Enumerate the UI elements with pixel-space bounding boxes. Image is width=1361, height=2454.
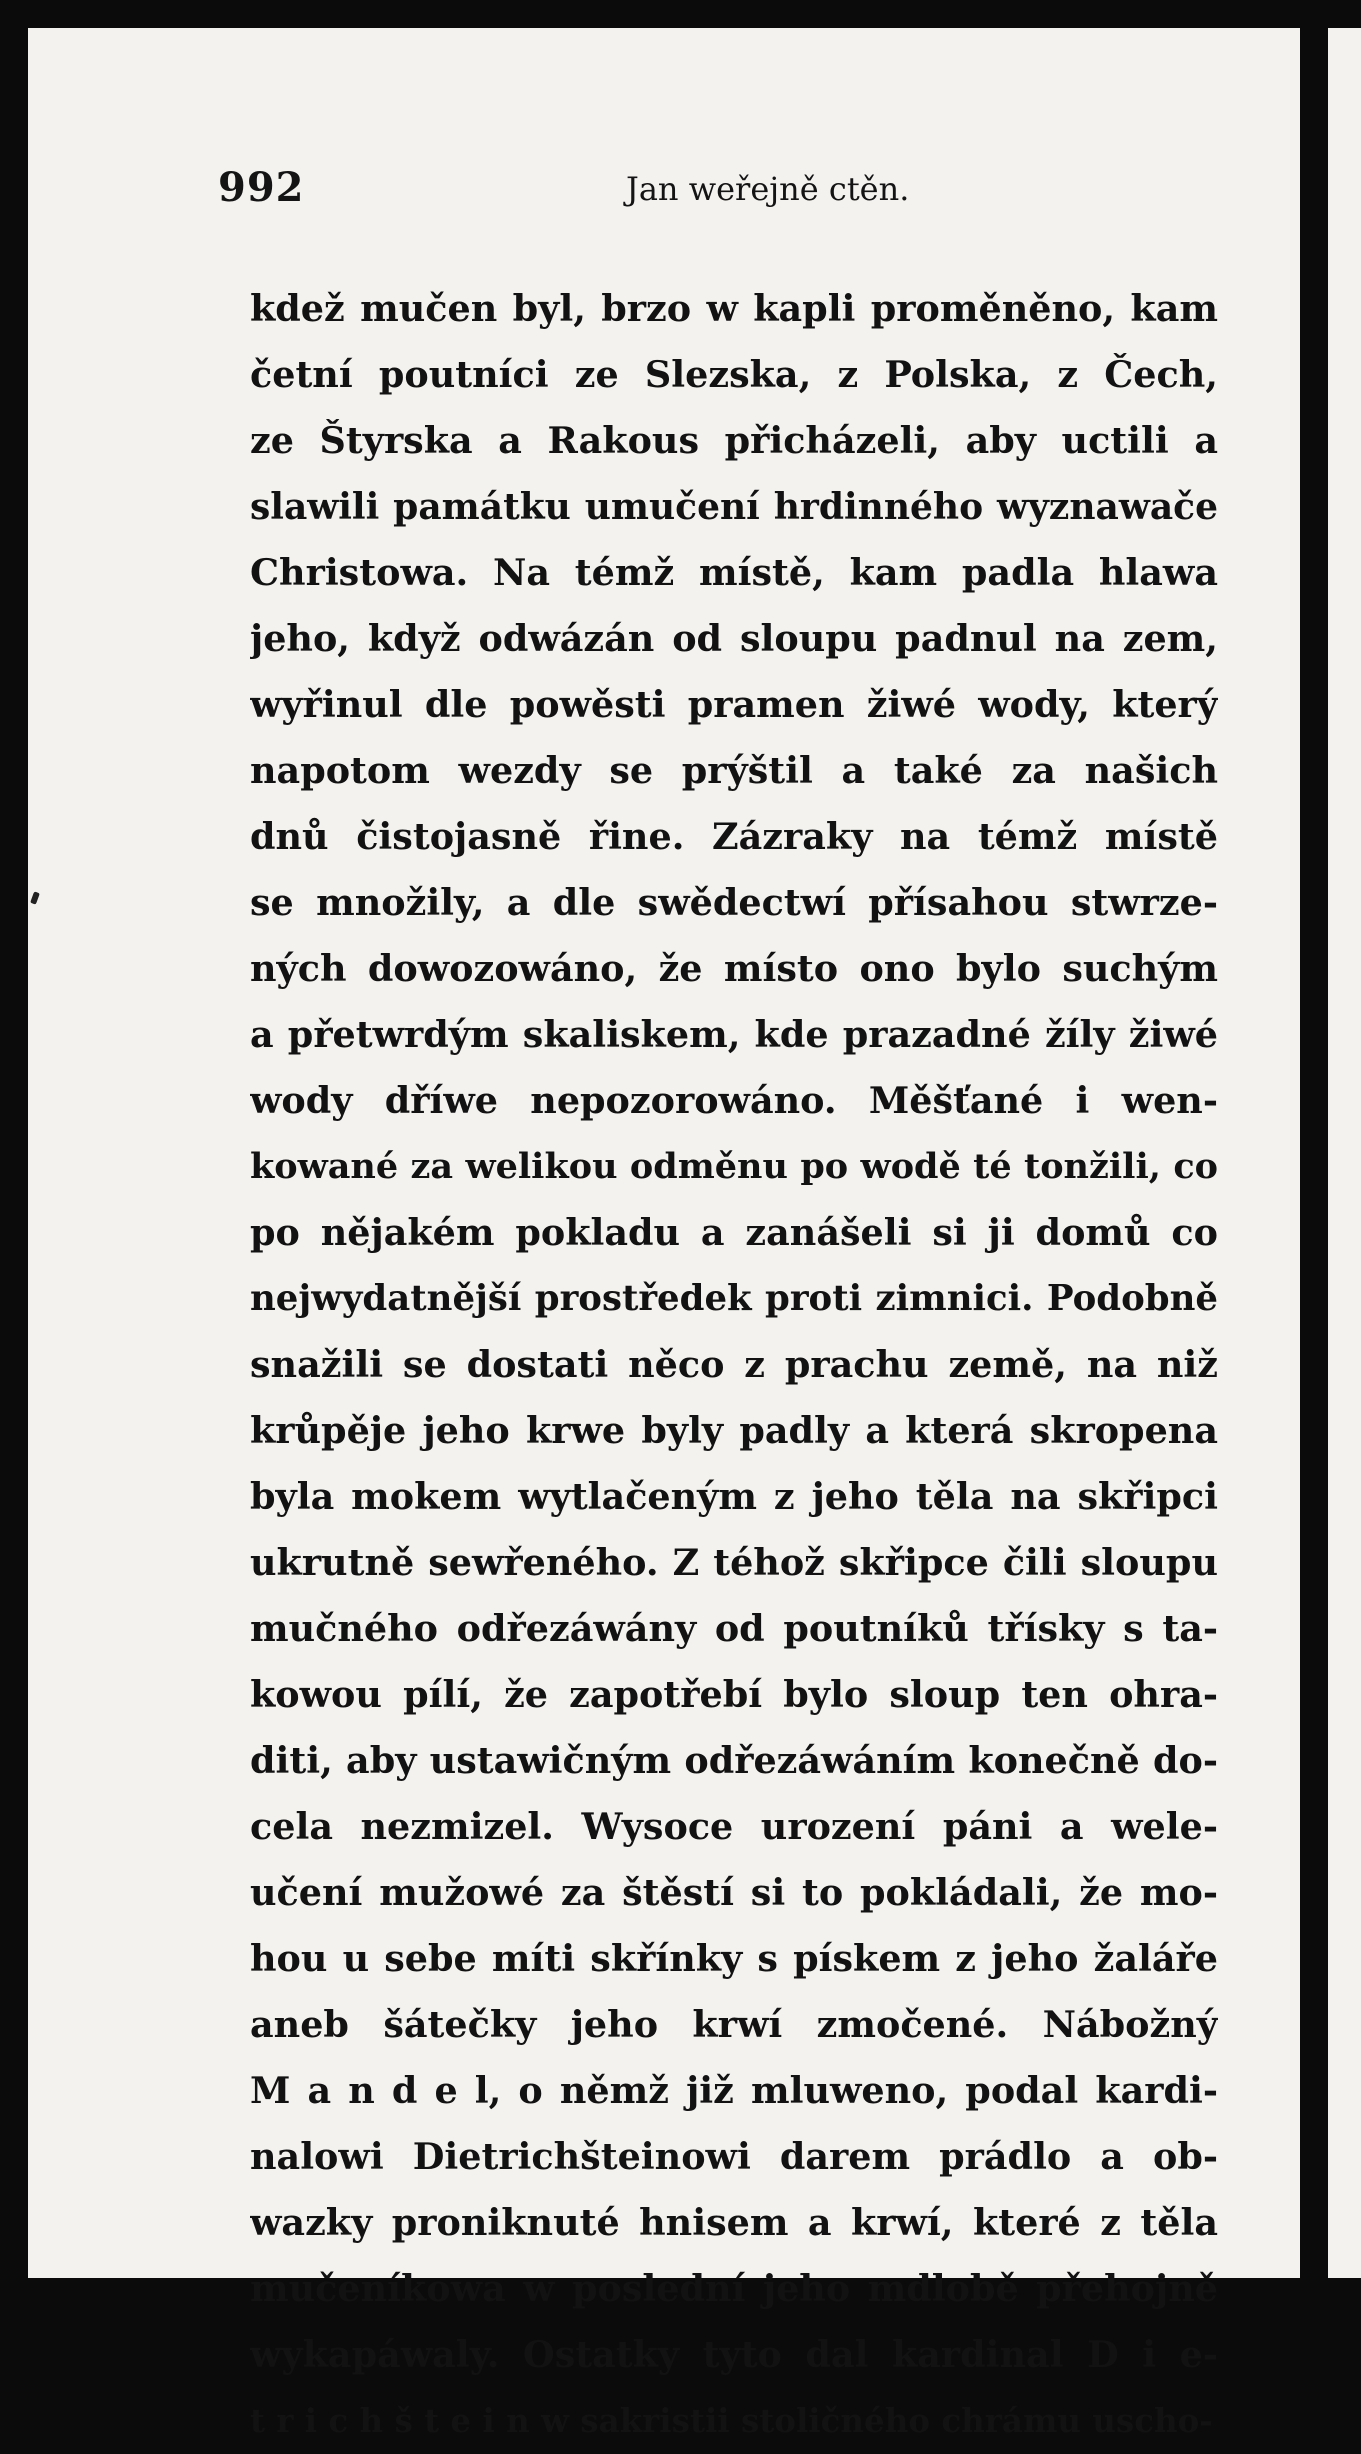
text-line: po nějakém pokladu a zanášeli si ji domů co: [250, 1211, 1218, 1254]
text-line: Christowa. Na témž místě, kam padla hlawa: [250, 551, 1218, 594]
text-line: M a n d e l, o němž již mluweno, podal kardi-: [250, 2069, 1218, 2112]
text-line: wykapáwaly. Ostatky tyto dal kardinal D i e-: [250, 2333, 1218, 2376]
text-line: wazky proniknuté hnisem a krwí, které z těla: [250, 2201, 1218, 2244]
text-line: jeho, když odwázán od sloupu padnul na zem,: [250, 617, 1218, 660]
text-line: ze Štyrska a Rakous přicházeli, aby uctili a: [250, 419, 1218, 462]
text-line: se množily, a dle swědectwí přísahou stwrze-: [250, 881, 1218, 924]
text-line: wyřinul dle powěsti pramen žiwé wody, který: [250, 683, 1218, 726]
text-line: ných dowozowáno, že místo ono bylo suchým: [250, 947, 1218, 990]
page-number: 992: [218, 164, 305, 211]
adjacent-page-edge: [1328, 28, 1361, 2278]
text-line: dnů čistojasně řine. Zázraky na témž místě: [250, 815, 1218, 858]
text-line: kowou pílí, že zapotřebí bylo sloup ten ohra-: [250, 1673, 1218, 1716]
text-line: nalowi Dietrichšteinowi darem prádlo a ob-: [250, 2135, 1218, 2178]
text-line: mučného odřezáwány od poutníků třísky s ta-: [250, 1607, 1218, 1650]
text-line: snažili se dostati něco z prachu země, na niž: [250, 1343, 1218, 1386]
page-header: [218, 164, 1218, 224]
text-line: napotom wezdy se prýštil a také za našich: [250, 749, 1218, 792]
text-line: diti, aby ustawičným odřezáwáním konečně do-: [250, 1739, 1218, 1782]
text-line: slawili památku umučení hrdinného wyznawače: [250, 486, 1218, 528]
text-line: aneb šátečky jeho krwí zmočené. Nábožný: [250, 2003, 1218, 2046]
text-line: a přetwrdým skaliskem, kde prazadné žíly žiwé: [250, 1013, 1218, 1056]
text-line: četní poutníci ze Slezska, z Polska, z Čech,: [250, 353, 1218, 396]
text-line: nejwydatnější prostředek proti zimnici. Podobně: [250, 1278, 1218, 1319]
text-line: ukrutně sewřeného. Z téhož skřipce čili sloupu: [250, 1541, 1218, 1584]
text-line: kowané za welikou odměnu po wodě té tonžili, co: [250, 1146, 1218, 1187]
text-line: t r i c h š t e i n w sakristii stoličného chrámu uscho-: [250, 2401, 1213, 2440]
running-head: Jan weřejně ctěn.: [626, 170, 910, 208]
text-line: hou u sebe míti skřínky s pískem z jeho žaláře: [250, 1937, 1218, 1980]
text-line: cela nezmizel. Wysoce urození páni a wele-: [250, 1805, 1218, 1848]
text-line: byla mokem wytlačeným z jeho těla na skřipci: [250, 1475, 1218, 1518]
text-line: učení mužowé za štěstí si to pokládali, že mo-: [250, 1871, 1218, 1914]
text-line: mučeníkowa w poslední jeho mdlobě přehojně: [250, 2267, 1218, 2310]
text-line: krůpěje jeho krwe byly padly a která skropena: [250, 1409, 1218, 1452]
body-text: [250, 276, 1218, 2454]
text-line: kdež mučen byl, brzo w kapli proměněno, kam: [250, 287, 1218, 330]
text-line: wody dříwe nepozorowáno. Měšťané i wen-: [250, 1079, 1218, 1122]
